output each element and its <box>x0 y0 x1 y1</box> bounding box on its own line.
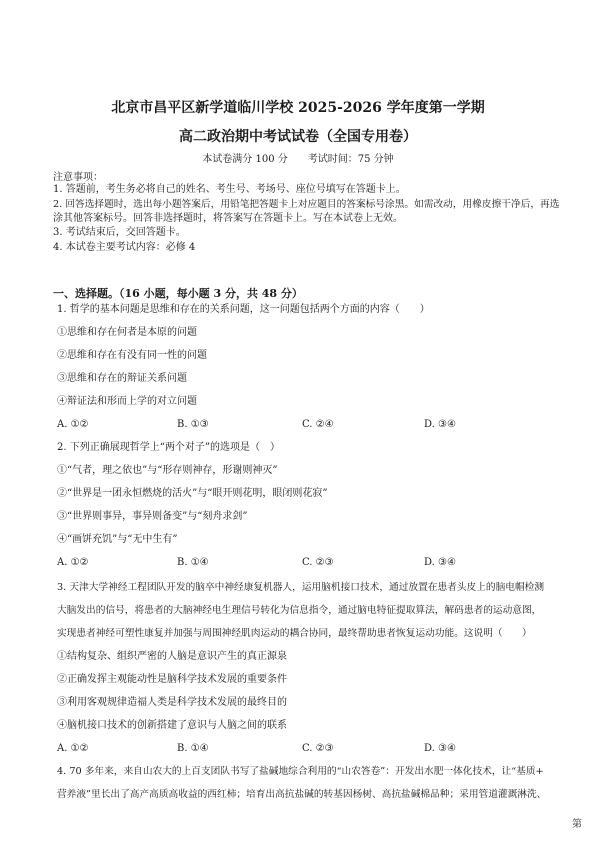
answer-option: A. ①② <box>57 743 89 754</box>
question-item: ③“世界则事异，事异则备变”与“刻舟求剑” <box>57 511 248 522</box>
question-item: ①“气者，理之依也”与“形存则神存，形谢则神灭” <box>57 465 278 476</box>
question-item: ④脑机接口技术的创新搭建了意识与人脑之间的联系 <box>57 720 287 731</box>
notice-item: 2. 回答选择题时，选出每小题答案后，用铅笔把答题卡上对应题目的答案标号涂黑。如需改动，用橡皮擦干净后，再选 <box>53 199 560 210</box>
question-stem: 4. 70 多年来，来自山农大的上百支团队书写了盐碱地综合利用的“山农答卷”：开发出水肥一体化技术，让“基质+ <box>57 766 544 777</box>
notice-item: 4. 本试卷主要考试内容：必修 4 <box>53 242 196 253</box>
question-stem: 1. 哲学的基本问题是思维和存在的关系问题，这一问题包括两个方面的内容（ ） <box>57 304 430 315</box>
notice-item: 涂其他答案标号。回答非选择题时，将答案写在答题卡上。写在本试卷上无效。 <box>53 213 403 224</box>
question-item: ④辩证法和形而上学的对立问题 <box>57 396 197 407</box>
question-item: ④“画饼充饥”与“无中生有” <box>57 534 178 545</box>
answer-option: D. ③④ <box>424 557 456 568</box>
answer-option: B. ①③ <box>177 419 209 430</box>
question-stem: 3. 天津大学神经工程团队开发的脑卒中神经康复机器人，运用脑机接口技术，通过放置在患者头皮上的脑电帽检测 <box>57 582 545 593</box>
answer-option: B. ①④ <box>177 557 209 568</box>
question-item: ③利用客观规律造福人类是科学技术发展的最终目的 <box>57 697 287 708</box>
answer-option: C. ②③ <box>302 743 334 754</box>
answer-option: A. ①② <box>57 557 89 568</box>
exam-title-line1: 北京市昌平区新学道临川学校 2025-2026 学年度第一学期 <box>111 100 485 116</box>
question-stem: 营养液”里长出了高产高质高收益的西红柿；培育出高抗盐碱的转基因杨树、高抗盐碱棉品种；采用管道灌溉淋洗、 <box>57 789 547 800</box>
question-stem: 2. 下列正确展现哲学上“两个对子”的选项是（ ） <box>57 442 280 453</box>
question-item: ②思维和存在有没有同一性的问题 <box>57 350 207 361</box>
notice-item: 1. 答题前，考生务必将自己的姓名、考生号、考场号、座位号填写在答题卡上。 <box>53 184 406 195</box>
answer-option: C. ②④ <box>302 419 334 430</box>
question-stem: 实现患者神经可塑性康复并加强与周围神经肌肉运动的耦合协同，最终帮助患者恢复运动功能。这说明（ ） <box>57 628 532 639</box>
answer-option: B. ①④ <box>177 743 209 754</box>
question-item: ②正确发挥主观能动性是脑科学技术发展的重要条件 <box>57 674 287 685</box>
answer-option: A. ①② <box>57 419 89 430</box>
answer-option: C. ②③ <box>302 557 334 568</box>
exam-title-line2: 高二政治期中考试试卷（全国专用卷） <box>179 129 417 145</box>
question-item: ①结构复杂、组织严密的人脑是意识产生的真正源泉 <box>57 651 287 662</box>
question-stem: 大脑发出的信号，将患者的大脑神经电生理信号转化为信息指令，通过脑电特征提取算法，解码患者的运动意图， <box>57 605 542 616</box>
exam-meta: 本试卷满分 100 分 考试时间：75 分钟 <box>202 154 394 165</box>
question-item: ②“世界是一团永恒燃烧的活火”与“眼开则花明，眼闭则花寂” <box>57 488 328 499</box>
section-heading: 一、选择题。（16 小题，每小题 3 分，共 48 分） <box>53 287 303 300</box>
question-item: ③思维和存在的辩证关系问题 <box>57 373 187 384</box>
answer-option: D. ③④ <box>424 419 456 430</box>
notice-item: 3. 考试结束后，交回答题卡。 <box>53 227 186 238</box>
page-number-label: 第 <box>572 819 582 830</box>
question-item: ①思维和存在何者是本原的问题 <box>57 327 197 338</box>
notice-heading: 注意事项： <box>53 172 103 183</box>
answer-option: D. ③④ <box>424 743 456 754</box>
